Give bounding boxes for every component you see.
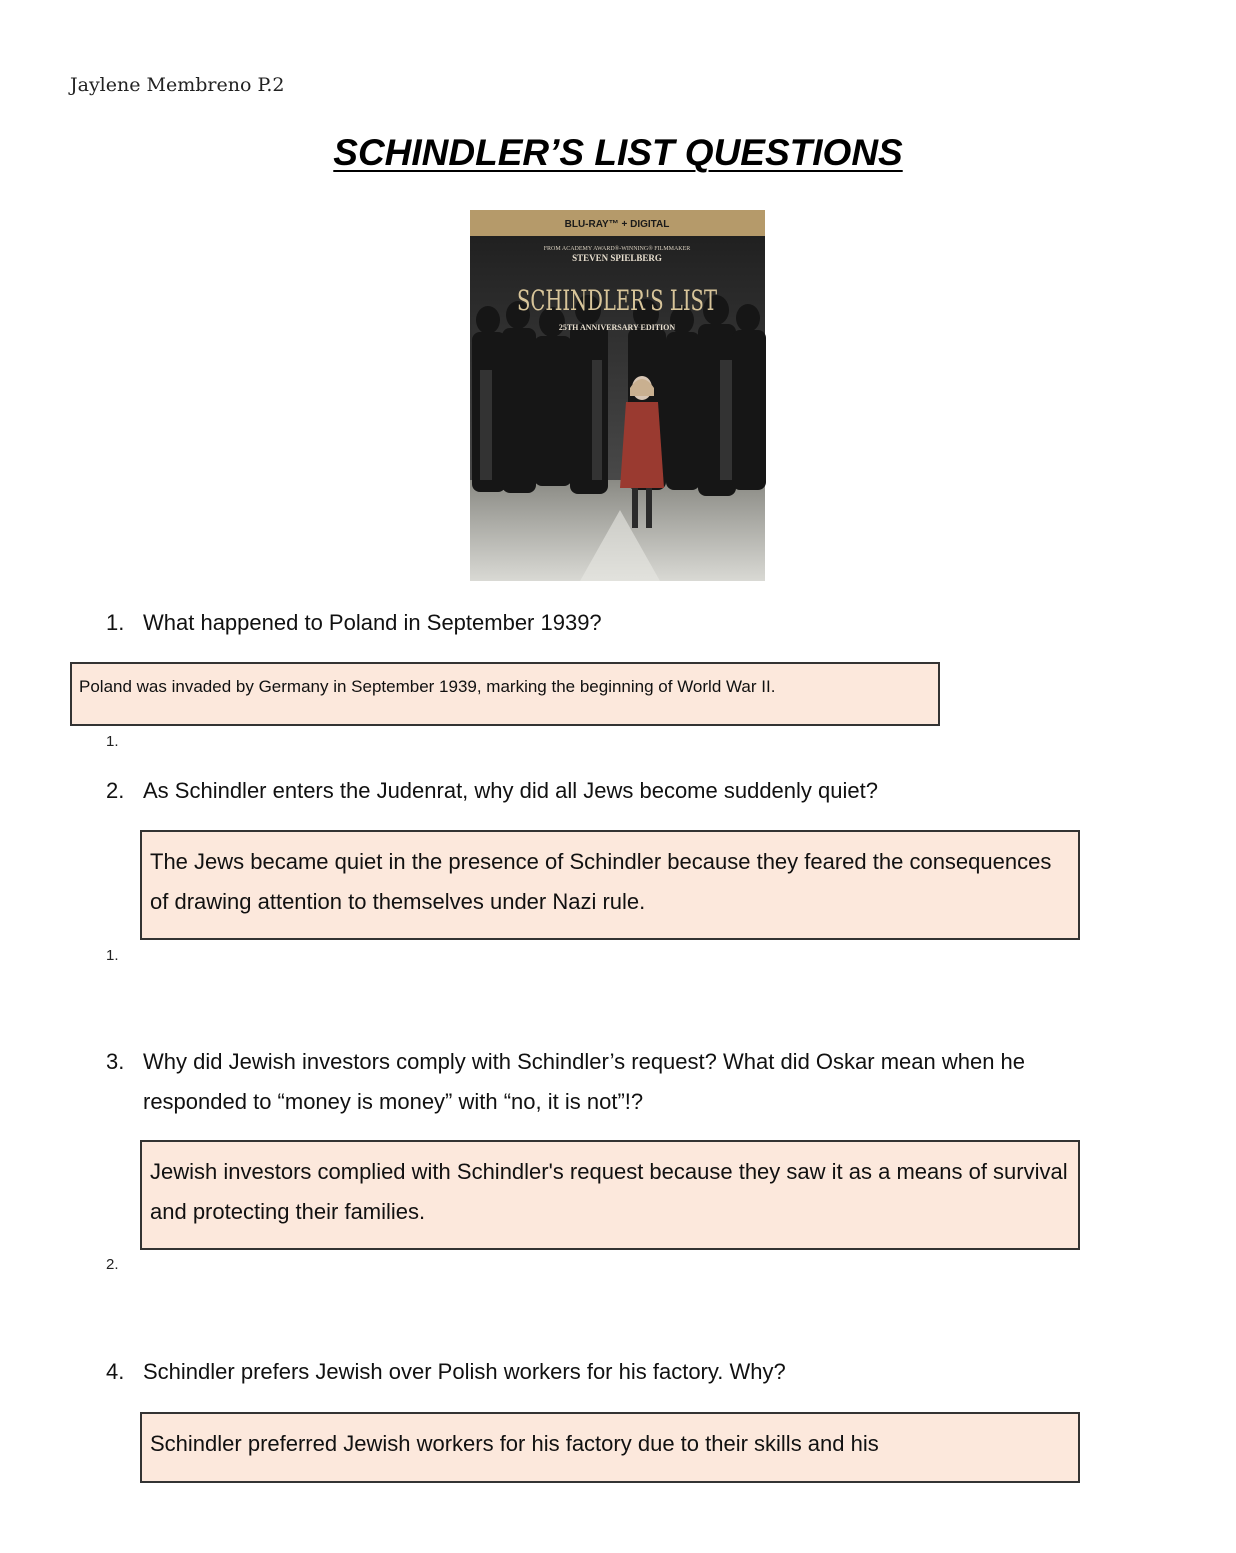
question-1 <box>106 603 1156 643</box>
author-name: Jaylene Membreno P.2 <box>70 74 285 96</box>
answer-box-3[interactable] <box>140 1140 1080 1250</box>
question-text: Schindler prefers Jewish over Polish workers for his factory. Why? <box>143 1359 786 1384</box>
list-marker: 1. <box>106 733 119 750</box>
list-marker: 2. <box>106 1256 119 1273</box>
question-3 <box>106 1042 1126 1122</box>
question-text: Why did Jewish investors comply with Schindler’s request? What did Oskar mean when he responded to “money is money” with “no, it is not”!? <box>143 1049 1026 1114</box>
question-number: 4. <box>106 1359 125 1384</box>
answer-text: The Jews became quiet in the presence of Schindler because they feared the consequences of drawing attention to themselves under Nazi rule. <box>150 849 1052 914</box>
movie-poster <box>470 210 765 581</box>
question-number: 1. <box>106 610 125 635</box>
answer-box-4[interactable] <box>140 1412 1080 1483</box>
answer-text: Jewish investors complied with Schindler's request because they saw it as a means of survival and protecting their families. <box>150 1159 1068 1224</box>
question-text: What happened to Poland in September 1939? <box>143 610 602 635</box>
question-4 <box>106 1352 1156 1392</box>
poster-tagline: FROM ACADEMY AWARD®-WINNING® FILMMAKER <box>543 246 691 252</box>
poster-edition: 25TH ANNIVERSARY EDITION <box>558 323 676 332</box>
page-title: SCHINDLER’S LIST QUESTIONS <box>333 132 903 173</box>
question-number: 2. <box>106 778 125 803</box>
question-2 <box>106 771 1156 811</box>
answer-text: Schindler preferred Jewish workers for his factory due to their skills and his <box>150 1431 879 1456</box>
poster-film-title: SCHINDLER'S LIST <box>517 284 718 317</box>
poster-banner: BLU-RAY™ + DIGITAL <box>564 219 670 230</box>
answer-box-2[interactable] <box>140 830 1080 940</box>
list-marker: 1. <box>106 947 119 964</box>
question-number: 3. <box>106 1049 125 1074</box>
answer-box-1[interactable] <box>70 662 940 726</box>
question-text: As Schindler enters the Judenrat, why did all Jews become suddenly quiet? <box>143 778 878 803</box>
answer-text: Poland was invaded by Germany in September 1939, marking the beginning of World War II. <box>79 677 776 696</box>
poster-director: STEVEN SPIELBERG <box>572 253 662 263</box>
